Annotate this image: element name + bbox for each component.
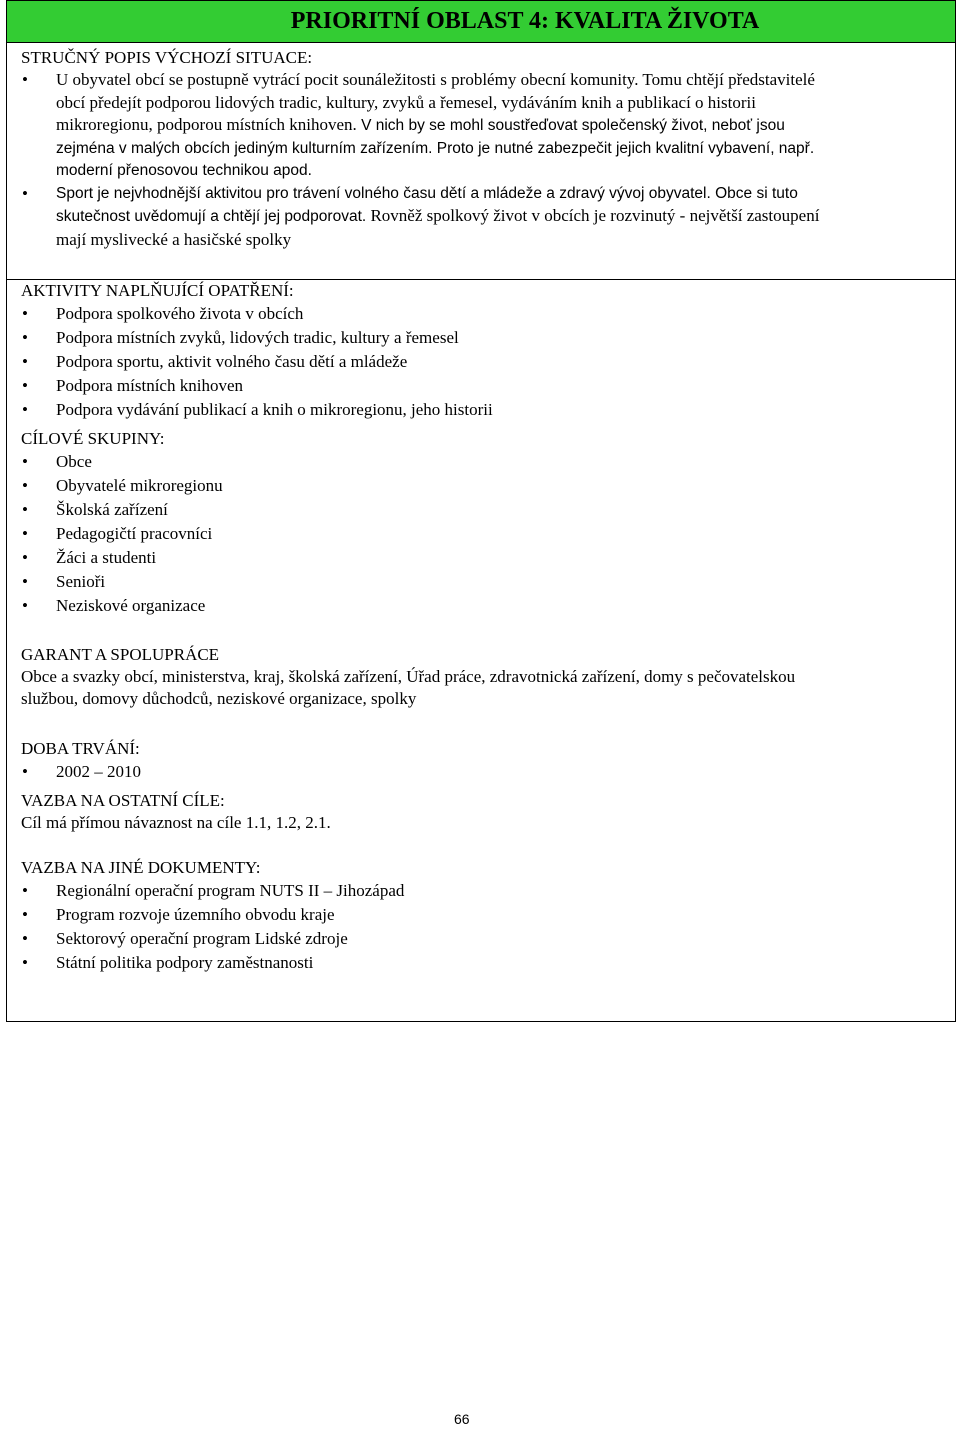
list-item: • Neziskové organizace (21, 594, 223, 618)
duration-list (21, 760, 141, 784)
situation-section (21, 47, 819, 251)
list-item: • Obce (21, 450, 223, 474)
text-line (56, 205, 819, 229)
text-line: • U obyvatel obcí se postupně vytrácí pocit sounáležitosti s problémy obecní komunity. Tomu chtějí představitelé (56, 70, 815, 89)
list-item: • Podpora místních knihoven (21, 374, 493, 398)
duration-section (21, 738, 141, 784)
text-line: zejména v malých obcích jediným kulturním zařízením. Proto je nutné zabezpečit jejich kvalitní vybavení, např. (56, 139, 815, 157)
list-item: • Podpora vydávání publikací a knih o mikroregionu, jeho historii (21, 398, 493, 422)
text-line: • Sport je nejvhodnější aktivitou pro trávení volného času dětí a mládeže a zdravý vývoj obyvatel. Obce si tuto (56, 184, 798, 202)
details-box (6, 280, 956, 1022)
text-line: obcí předejít podporou lidových tradic, kultury, zvyků a řemesel, vydáváním knih a publikací o historii (56, 92, 756, 112)
other-goals-section (21, 790, 331, 834)
other-documents-heading: VAZBA NA JINÉ DOKUMENTY: (21, 858, 261, 877)
list-item: • Sektorový operační program Lidské zdroje (21, 927, 404, 951)
list-item: • 2002 – 2010 (21, 760, 141, 784)
text-segment: V nich by se mohl soustřeďovat společenský život, neboť jsou (356, 117, 785, 134)
list-item: • Senioři (21, 570, 223, 594)
target-groups-section (21, 428, 223, 618)
activities-heading: AKTIVITY NAPLŇUJÍCÍ OPATŘENÍ: (21, 281, 294, 300)
situation-heading: STRUČNÝ POPIS VÝCHOZÍ SITUACE: (21, 48, 313, 67)
other-documents-section (21, 857, 404, 975)
guarantor-text-line: službou, domovy důchodců, neziskové organizace, spolky (21, 689, 417, 708)
situation-item (21, 183, 819, 252)
text-line: mají myslivecké a hasičské spolky (56, 229, 292, 249)
text-line (56, 114, 819, 138)
list-item: • Regionální operační program NUTS II – Jihozápad (21, 879, 404, 903)
situation-list (21, 69, 819, 251)
duration-heading: DOBA TRVÁNÍ: (21, 739, 140, 758)
page-number: 66 (454, 1411, 470, 1427)
list-item: • Žáci a studenti (21, 546, 223, 570)
guarantor-heading: GARANT A SPOLUPRÁCE (21, 645, 220, 664)
list-item: • Školská zařízení (21, 498, 223, 522)
text-line: moderní přenosovou technikou apod. (56, 162, 312, 179)
activities-list (21, 302, 493, 422)
header-bar (6, 0, 956, 42)
other-documents-list (21, 879, 404, 975)
list-item: • Obyvatelé mikroregionu (21, 474, 223, 498)
situation-item (21, 69, 819, 183)
text-segment: Rovněž spolkový život v obcích je rozvinutý - největší zastoupení (366, 206, 820, 225)
activities-section (21, 280, 493, 422)
list-item: • Podpora místních zvyků, lidových tradic, kultury a řemesel (21, 326, 493, 350)
list-item: • Podpora sportu, aktivit volného času dětí a mládeže (21, 350, 493, 374)
other-goals-text: Cíl má přímou návaznost na cíle 1.1, 1.2, 2.1. (21, 813, 331, 832)
guarantor-text-line: Obce a svazky obcí, ministerstva, kraj, školská zařízení, Úřad práce, zdravotnická zařízení, domy s pečovatelskou (21, 667, 796, 686)
situation-box (6, 42, 956, 280)
text-segment: skutečnost uvědomují a chtějí jej podporovat. (56, 208, 367, 225)
guarantor-section (21, 644, 795, 710)
target-groups-list (21, 450, 223, 618)
text-segment: mikroregionu, podporou místních knihoven. (56, 115, 357, 134)
other-goals-heading: VAZBA NA OSTATNÍ CÍLE: (21, 791, 225, 810)
page-title: PRIORITNÍ OBLAST 4: KVALITA ŽIVOTA (290, 8, 760, 34)
list-item: • Program rozvoje územního obvodu kraje (21, 903, 404, 927)
list-item: • Podpora spolkového života v obcích (21, 302, 493, 326)
list-item: • Pedagogičtí pracovníci (21, 522, 223, 546)
target-groups-heading: CÍLOVÉ SKUPINY: (21, 429, 165, 448)
list-item: • Státní politika podpory zaměstnanosti (21, 951, 404, 975)
